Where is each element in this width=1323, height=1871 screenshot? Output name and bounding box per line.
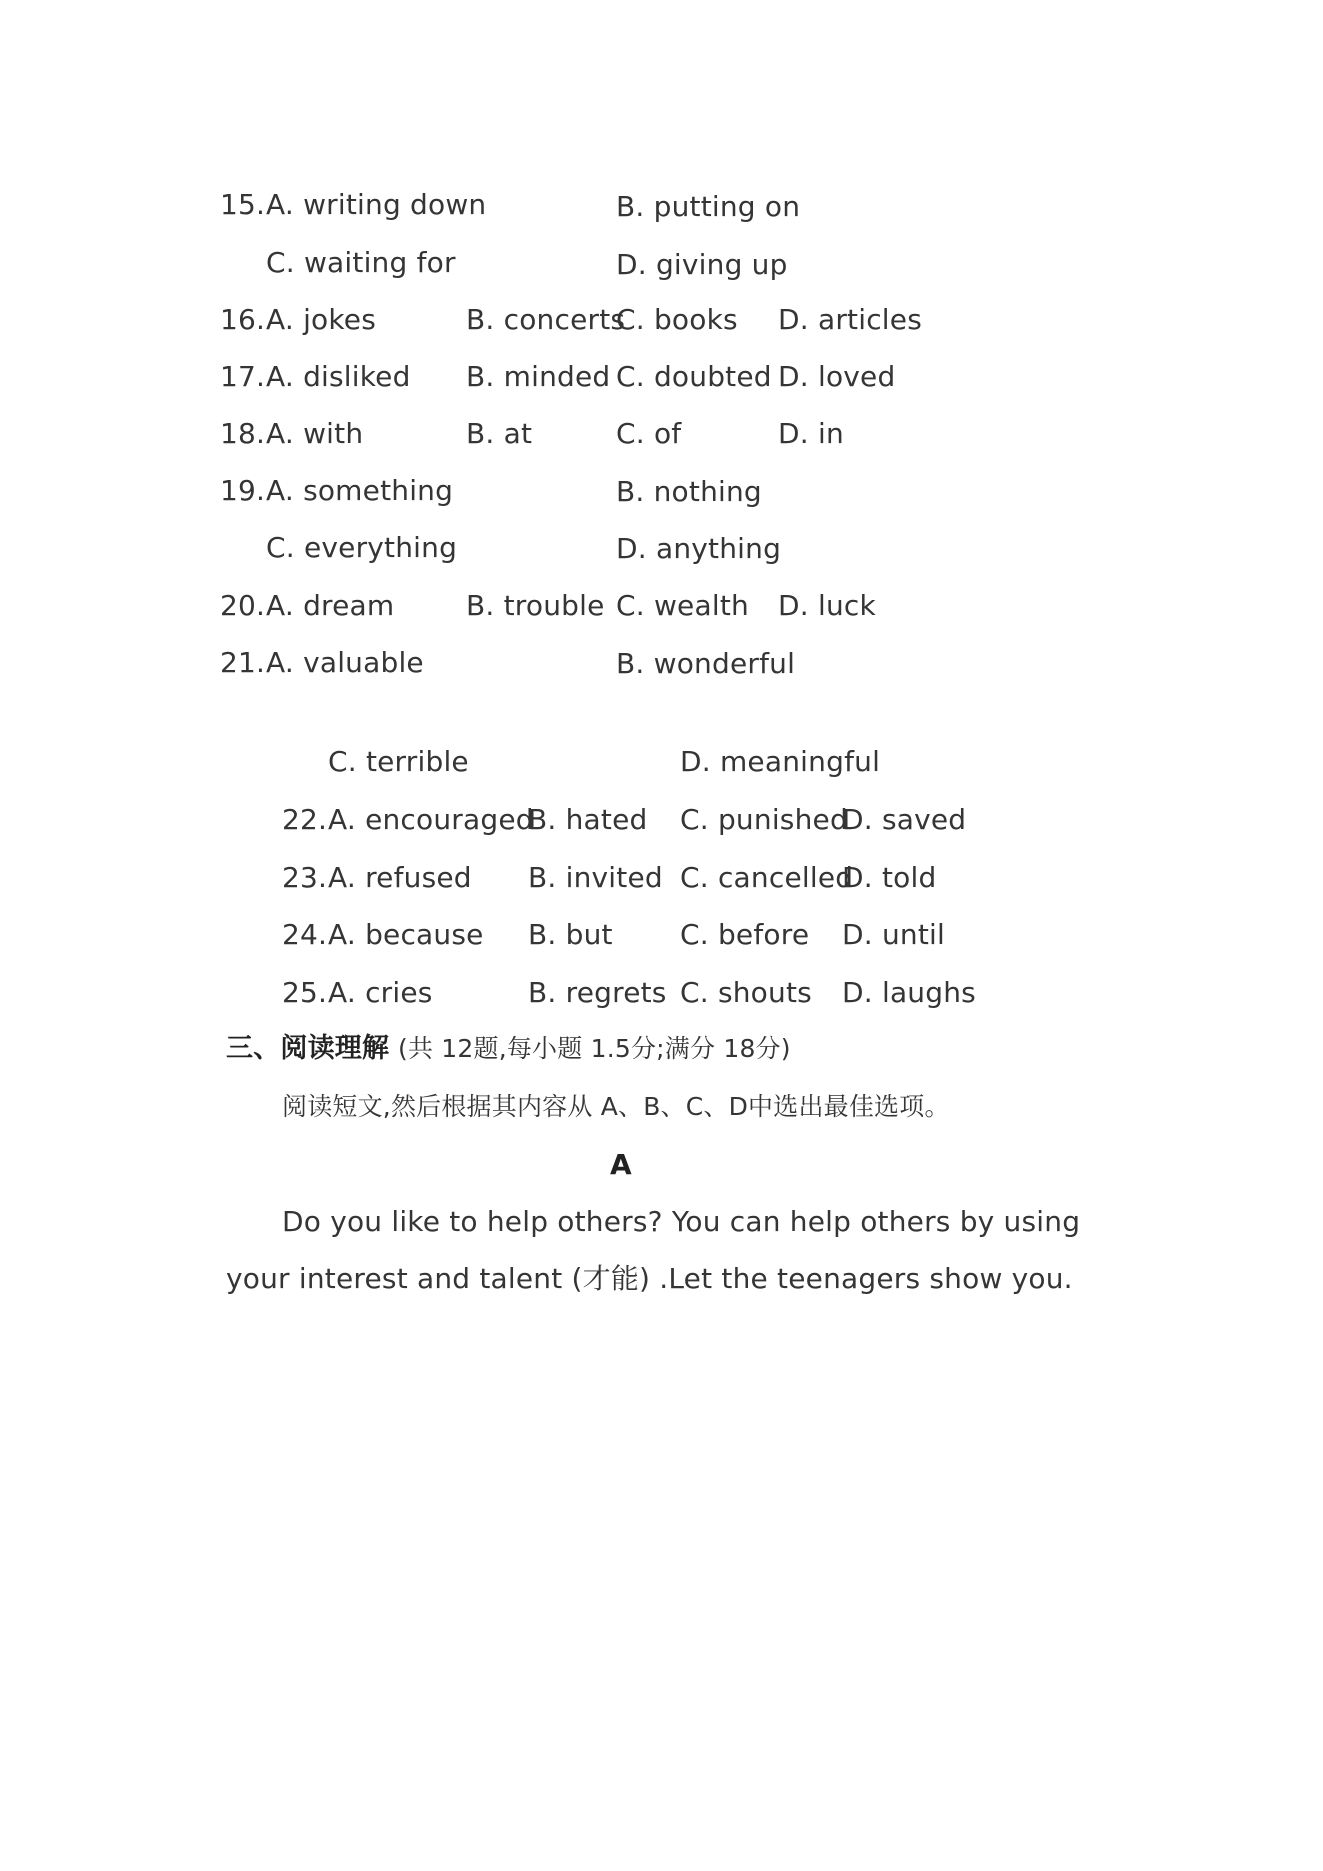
question-22-number: 22.: [282, 803, 328, 836]
question-16-number: 16.: [220, 303, 266, 336]
question-25-number: 25.: [282, 976, 328, 1009]
question-21-option-d: D. meaningful: [680, 745, 881, 778]
question-22-option-a: A. encouraged: [328, 803, 534, 836]
question-15-option-b: B. putting on: [616, 190, 801, 223]
question-21-option-b: B. wonderful: [616, 647, 796, 680]
question-18-option-b: B. at: [466, 417, 533, 450]
question-19-option-b: B. nothing: [616, 475, 762, 508]
question-24-number: 24.: [282, 918, 328, 951]
question-20-option-b: B. trouble: [466, 589, 605, 622]
question-15-option-c: C. waiting for: [266, 246, 456, 279]
question-16-option-d: D. articles: [778, 303, 922, 336]
question-15-option-a: A. writing down: [266, 188, 487, 221]
question-15-option-d: D. giving up: [616, 248, 788, 281]
question-25-option-c: C. shouts: [680, 976, 812, 1009]
question-17-option-c: C. doubted: [616, 360, 772, 393]
question-21-option-a: A. valuable: [266, 646, 424, 679]
question-24-option-d: D. until: [842, 918, 945, 951]
question-20-option-a: A. dream: [266, 589, 395, 622]
question-22-option-d: D. saved: [842, 803, 967, 836]
question-21-option-c: C. terrible: [328, 745, 469, 778]
question-23-option-c: C. cancelled: [680, 861, 854, 894]
passage-line-2: your interest and talent (才能) .Let the teenagers show you.: [226, 1262, 1073, 1295]
question-24-option-a: A. because: [328, 918, 484, 951]
question-18-option-c: C. of: [616, 417, 682, 450]
question-15-number: 15.: [220, 188, 266, 221]
question-16-option-b: B. concerts: [466, 303, 626, 336]
question-22-option-b: B. hated: [528, 803, 648, 836]
question-25-option-a: A. cries: [328, 976, 433, 1009]
question-18-number: 18.: [220, 417, 266, 450]
question-17-number: 17.: [220, 360, 266, 393]
question-21-number: 21.: [220, 646, 266, 679]
question-20-option-c: C. wealth: [616, 589, 749, 622]
passage-line-1: Do you like to help others? You can help others by using: [282, 1205, 1081, 1238]
section-heading: 三、阅读理解: [226, 1033, 390, 1064]
question-17-option-b: B. minded: [466, 360, 611, 393]
question-18-option-d: D. in: [778, 417, 844, 450]
question-25-option-b: B. regrets: [528, 976, 667, 1009]
question-19-number: 19.: [220, 474, 266, 507]
question-16-option-c: C. books: [616, 303, 738, 336]
passage-label: A: [610, 1148, 632, 1181]
question-20-number: 20.: [220, 589, 266, 622]
question-18-option-a: A. with: [266, 417, 364, 450]
question-24-option-c: C. before: [680, 918, 810, 951]
question-19-option-d: D. anything: [616, 532, 782, 565]
question-16-option-a: A. jokes: [266, 303, 377, 336]
question-17-option-a: A. disliked: [266, 360, 411, 393]
question-19-option-c: C. everything: [266, 531, 458, 564]
section-instruction: 阅读短文,然后根据其内容从 A、B、C、D中选出最佳选项。: [282, 1092, 950, 1121]
question-22-option-c: C. punished: [680, 803, 848, 836]
question-23-option-a: A. refused: [328, 861, 472, 894]
section-heading-note: (共 12题,每小题 1.5分;满分 18分): [398, 1034, 791, 1063]
question-23-number: 23.: [282, 861, 328, 894]
question-17-option-d: D. loved: [778, 360, 896, 393]
question-24-option-b: B. but: [528, 918, 613, 951]
question-25-option-d: D. laughs: [842, 976, 976, 1009]
question-23-option-b: B. invited: [528, 861, 663, 894]
question-23-option-d: D. told: [842, 861, 937, 894]
question-19-option-a: A. something: [266, 474, 454, 507]
question-20-option-d: D. luck: [778, 589, 876, 622]
